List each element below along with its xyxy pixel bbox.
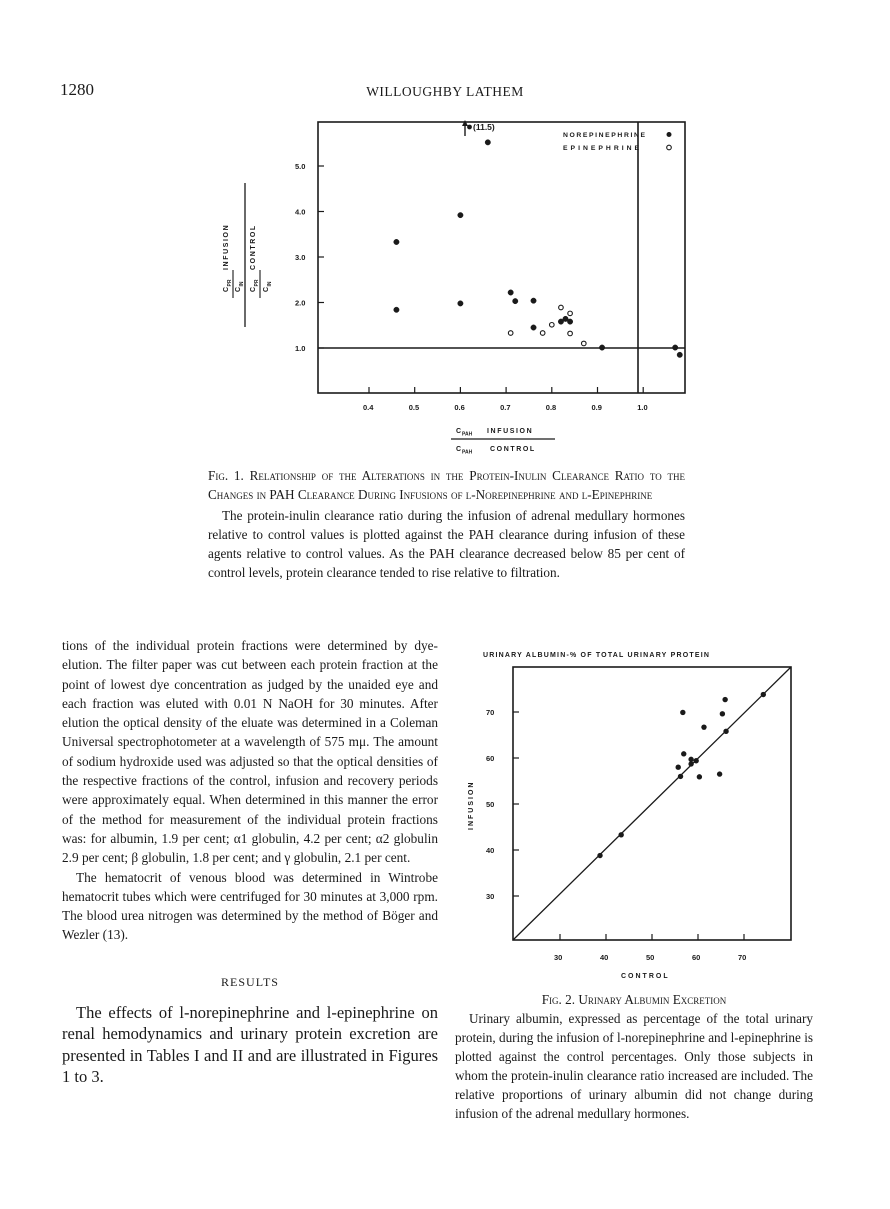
page-number: 1280 bbox=[60, 80, 94, 99]
figure-2-caption bbox=[455, 990, 813, 1123]
norepinephrine-point bbox=[485, 140, 490, 145]
x-tick-label: 50 bbox=[646, 953, 655, 962]
norepinephrine-point bbox=[513, 298, 518, 303]
figure-2-chart bbox=[455, 640, 815, 985]
subject-point bbox=[717, 771, 722, 776]
subject-point bbox=[678, 774, 683, 779]
y-tick-label: 2.0 bbox=[295, 298, 306, 308]
x-tick-label: 0.9 bbox=[591, 403, 602, 412]
svg-text:IN: IN bbox=[267, 281, 273, 287]
subject-point bbox=[697, 774, 702, 779]
figure-2 bbox=[455, 640, 815, 985]
x-tick-label: 0.5 bbox=[408, 403, 420, 412]
x-tick-label: 0.8 bbox=[545, 403, 557, 412]
norepinephrine-point bbox=[677, 352, 682, 357]
subject-point bbox=[597, 853, 602, 858]
subject-point bbox=[688, 761, 693, 766]
legend bbox=[563, 132, 672, 152]
figure-1-caption-title: Fig. 1. Relationship of the Alterations in the Protein-Inulin Clearance Ratio to the Changes in PAH Clearance During Infusions of l-Norepinephrine and l-Epinephrine bbox=[208, 468, 685, 502]
norepinephrine-point bbox=[458, 212, 463, 217]
x-axis-label bbox=[451, 428, 555, 456]
figure-2-caption-title: Fig. 2. Urinary Albumin Excretion bbox=[541, 992, 727, 1007]
epinephrine-point bbox=[568, 311, 573, 316]
figure-2-caption-body: Urinary albumin, expressed as percentage of the total urinary protein, during the infusion of l-norepinephrine and l-epinephrine is plotted against the control percentages. Only those subjects in whom the protein-inulin clearance ratio increased are included. The relative proportions of urinary albumin did not change during infusion of the adrenal medullary hormones. bbox=[455, 1011, 813, 1121]
svg-text:PAH: PAH bbox=[462, 431, 473, 438]
subject-point bbox=[761, 692, 766, 697]
y-tick-label: 4.0 bbox=[295, 207, 306, 217]
subject-point bbox=[688, 757, 693, 762]
y-tick-label: 5.0 bbox=[295, 162, 306, 171]
x-tick-label: 0.4 bbox=[363, 403, 374, 412]
x-tick-label: 70 bbox=[738, 953, 747, 962]
subject-point bbox=[701, 724, 706, 729]
x-tick-label: 30 bbox=[554, 953, 563, 962]
subject-point bbox=[693, 758, 698, 763]
subject-point bbox=[680, 710, 685, 715]
svg-text:INFUSION: INFUSION bbox=[223, 223, 230, 270]
svg-text:IN: IN bbox=[239, 281, 245, 287]
figure-2-x-label: CONTROL bbox=[621, 973, 670, 980]
svg-text:C: C bbox=[263, 286, 270, 292]
epinephrine-point bbox=[508, 331, 513, 336]
subject-point bbox=[681, 751, 686, 756]
svg-text:CONTROL: CONTROL bbox=[250, 224, 257, 270]
svg-text:CONTROL: CONTROL bbox=[490, 446, 536, 453]
figure-1-chart bbox=[190, 110, 710, 460]
left-column bbox=[62, 636, 438, 1088]
norepinephrine-point bbox=[531, 298, 536, 303]
svg-text:C: C bbox=[456, 446, 462, 453]
x-tick-label: 60 bbox=[692, 953, 701, 962]
y-axis-label bbox=[223, 183, 273, 327]
y-tick-label: 70 bbox=[486, 708, 495, 717]
epinephrine-point bbox=[581, 341, 586, 346]
results-paragraph: The effects of l-norepinephrine and l-epinephrine on renal hemodynamics and urinary protein excretion are presented in Tables I and II and are illustrated in Figures 1 to 3. bbox=[62, 1002, 438, 1087]
x-tick-label: 0.7 bbox=[500, 403, 511, 412]
subject-point bbox=[722, 697, 727, 702]
y-tick-label: 40 bbox=[486, 846, 495, 855]
norepinephrine-point bbox=[567, 319, 572, 324]
x-tick-label: 0.6 bbox=[454, 403, 465, 412]
figure-2-y-label: INFUSION bbox=[468, 780, 475, 830]
figure-1-caption-body: The protein-inulin clearance ratio during the infusion of adrenal medullary hormones relative to control values is plotted against the PAH clearance during infusion of these agents relative to control values. As the PAH clearance decreased below 85 per cent of control levels, protein clearance tended to rise relative to filtration. bbox=[208, 508, 685, 580]
subject-point bbox=[720, 711, 725, 716]
y-tick-label: 30 bbox=[486, 892, 495, 901]
figure-1 bbox=[190, 110, 710, 460]
norepinephrine-point bbox=[394, 307, 399, 312]
open-circle-marker-icon bbox=[667, 145, 672, 150]
y-tick-label: 50 bbox=[486, 800, 495, 809]
y-tick-label: 1.0 bbox=[295, 344, 306, 353]
body-paragraph-2: The hematocrit of venous blood was determined in Wintrobe hematocrit tubes which were centrifuged for 30 minutes at 3,000 rpm. The blood urea nitrogen was determined by the method of Böger and Wezler (13). bbox=[62, 869, 438, 943]
svg-text:PAH: PAH bbox=[462, 449, 473, 456]
off-scale-annotation: (11.5) bbox=[473, 122, 495, 132]
norepinephrine-point bbox=[531, 325, 536, 330]
legend-epinephrine: EPINEPHRINE bbox=[563, 145, 643, 152]
y-tick-label: 60 bbox=[486, 754, 495, 763]
body-paragraph-1: tions of the individual protein fractions were determined by dye-elution. The filter paper was cut between each protein fraction at the point of lowest dye concentration as judged by the unaided eye and each fraction was eluted with 0.01 N NaOH for 30 minutes. After elution the optical density of the eluate was determined in a Coleman Universal spectrophotometer at a wavelength of 575 mμ. The amount of sodium hydroxide used was adjusted so that the optical densities of the respective fractions of the control, infusion and recovery periods were approximately equal. When determined in this manner the error of the method for measurement of the individual protein fractions was: for albumin, 1.9 per cent; α1 globulin, 4.2 per cent; α2 globulin 2.9 per cent; β globulin, 1.8 per cent; and γ globulin, 2.1 per cent. bbox=[62, 638, 438, 866]
epinephrine-point bbox=[559, 305, 564, 310]
norepinephrine-point bbox=[508, 290, 513, 295]
svg-text:INFUSION: INFUSION bbox=[487, 428, 534, 435]
running-head: WILLOUGHBY LATHEM bbox=[366, 84, 524, 99]
y-tick-label: 3.0 bbox=[295, 253, 306, 262]
svg-text:PR: PR bbox=[254, 279, 260, 287]
figure-1-caption bbox=[208, 466, 685, 582]
norepinephrine-point bbox=[672, 345, 677, 350]
svg-text:PR: PR bbox=[227, 279, 233, 287]
results-heading: RESULTS bbox=[221, 974, 279, 989]
subject-point bbox=[618, 832, 623, 837]
subject-point bbox=[723, 729, 728, 734]
figure-2-title: URINARY ALBUMIN-% OF TOTAL URINARY PROTEIN bbox=[483, 652, 711, 659]
filled-circle-marker-icon bbox=[667, 132, 672, 137]
svg-text:C: C bbox=[456, 428, 462, 435]
norepinephrine-point bbox=[394, 239, 399, 244]
x-tick-label: 1.0 bbox=[637, 403, 648, 412]
norepinephrine-point bbox=[458, 301, 463, 306]
legend-norepinephrine: NOREPINEPHRINE bbox=[563, 132, 647, 139]
identity-line bbox=[513, 667, 791, 940]
epinephrine-point bbox=[540, 331, 545, 336]
norepinephrine-point bbox=[599, 345, 604, 350]
x-tick-label: 40 bbox=[600, 953, 609, 962]
subject-point bbox=[676, 765, 681, 770]
svg-text:C: C bbox=[223, 286, 230, 292]
svg-text:C: C bbox=[235, 286, 242, 292]
epinephrine-point bbox=[550, 322, 555, 327]
svg-text:C: C bbox=[250, 286, 257, 292]
epinephrine-point bbox=[568, 331, 573, 336]
